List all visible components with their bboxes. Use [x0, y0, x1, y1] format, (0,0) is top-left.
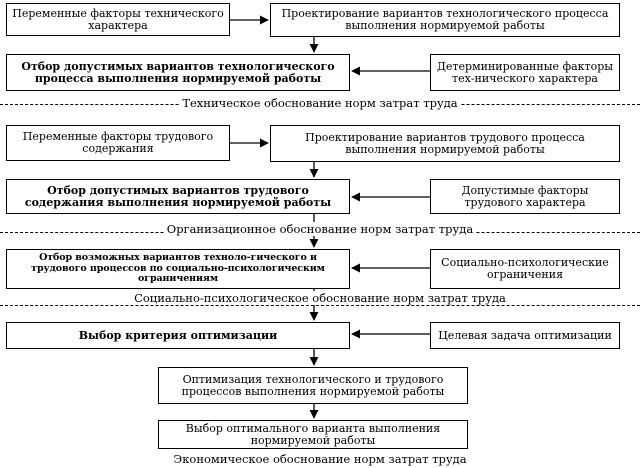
divider-social	[0, 305, 640, 306]
block-select-possible-variants: Отбор возможных вариантов техноло-гического и трудового процессов по социально-психологическим ограничениям	[6, 249, 350, 289]
block-deterministic-tech-factors: Детерминированные факторы тех-нического характера	[430, 54, 620, 91]
block-social-psychological-limits: Социально-психологические ограничения	[430, 249, 620, 289]
block-admissible-labor-factors: Допустимые факторы трудового характера	[430, 179, 620, 214]
label-organizational-justification: Организационное обоснование норм затрат труда	[0, 223, 640, 236]
block-target-task: Целевая задача оптимизации	[430, 322, 620, 349]
block-optimal-variant: Выбор оптимального варианта выполнения нормируемой работы	[158, 420, 468, 449]
block-variable-labor-factors: Переменные факторы трудового содержания	[6, 125, 230, 161]
label-technical-justification: Техническое обоснование норм затрат труда	[0, 97, 640, 110]
block-optimization: Оптимизация технологического и трудового процессов выполнения нормируемой работы	[158, 367, 468, 404]
block-select-tech-variants: Отбор допустимых вариантов технологического процесса выполнения нормируемой работы	[6, 54, 350, 91]
block-design-labor-variants: Проектирование вариантов трудового процесса выполнения нормируемой работы	[270, 125, 620, 162]
block-variable-tech-factors: Переменные факторы технического характера	[6, 3, 230, 36]
block-select-criterion: Выбор критерия оптимизации	[6, 322, 350, 349]
block-design-tech-variants: Проектирование вариантов технологического процесса выполнения нормируемой работы	[270, 3, 620, 37]
block-select-labor-variants: Отбор допустимых вариантов трудового содержания выполнения нормируемой работы	[6, 179, 350, 214]
label-social-justification: Социально-психологическое обоснование норм затрат труда	[0, 292, 640, 305]
label-economic-justification: Экономическое обоснование норм затрат труда	[0, 453, 640, 466]
